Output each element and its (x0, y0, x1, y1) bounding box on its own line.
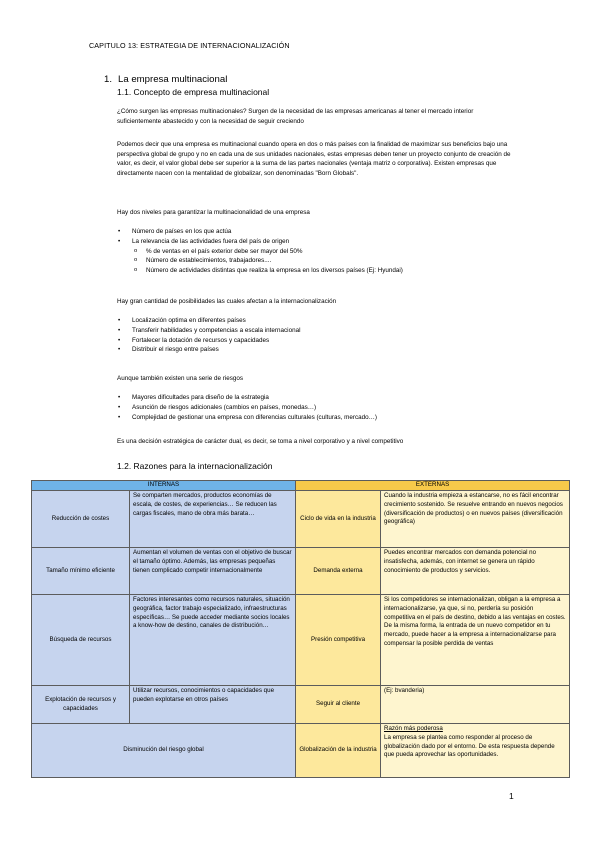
paragraph-4: Hay gran cantidad de posibilidades las cuales afectan a la internacionalización (117, 298, 337, 305)
list-item: • Distribuir el riesgo entre países (117, 345, 527, 355)
external-reason: Globalización de la industria (296, 724, 381, 778)
external-description: Puedes encontrar mercados con demanda potencial no insatisfecha, además, con internet se genera un rápido conocimiento de productos y servicios. (381, 548, 570, 595)
subsection-heading-1-1: 1.1. Concepto de empresa multinacional (117, 87, 270, 97)
list-item: • Asunción de riesgos adicionales (cambios en países, monedas…) (117, 403, 527, 413)
paragraph-3: Hay dos niveles para garantizar la multinacionalidad de una empresa (117, 209, 310, 216)
header-externas: EXTERNAS (296, 481, 570, 491)
subsection-heading-1-2: 1.2. Razones para la internacionalización (117, 461, 273, 471)
paragraph-1: ¿Cómo surgen las empresas multinacionales? Surgen de la necesidad de las empresas americanas al tener el mercado interior suficientemente abastecido y con la necesidad de seguir creciendo (117, 108, 474, 125)
list-item: • Localización optima en diferentes países (117, 316, 527, 326)
internal-reason: Reducción de costes (32, 491, 130, 548)
paragraph-5: Aunque también existen una serie de riesgos (117, 375, 244, 382)
external-reason: Seguir al cliente (296, 686, 381, 724)
section-heading (104, 74, 227, 85)
external-description: Si los competidores se internacionalizan, obligan a la empresa a internacionalizarse, ya que, si no, perdería su posición competitiva en el país de destino, debido a las ventajas en costes. De la misma forma, la entrada de un nuevo competidor en tu mercado, puede hacer a la empresa a internacionalizarse para compensar la posible perdida de ventas (381, 595, 570, 686)
internal-reason: Explotación de recursos y capacidades (32, 686, 130, 724)
list-item: • Número de países en los que actúa (117, 227, 527, 237)
internal-description: Se comparten mercados, productos economías de escala, de costes, de experiencias… Se reducen las cargas fiscales, mano de obra más barata… (130, 491, 296, 548)
list-item: o Número de establecimientos, trabajadores.... (117, 256, 527, 266)
internal-description: Utilizar recursos, conocimientos o capacidades que pueden explotarse en otros países (130, 686, 296, 724)
table-row (32, 491, 570, 548)
paragraph-6: Es una decisión estratégica de carácter dual, es decir, se toma a nivel corporativo y a nivel competitivo (117, 438, 404, 445)
external-reason: Ciclo de vida en la industria (296, 491, 381, 548)
table-row (32, 724, 570, 778)
table-row (32, 548, 570, 595)
list-item: • Complejidad de gestionar una empresa con diferencias culturales (culturas, mercado…) (117, 413, 527, 423)
list-item: • Mayores dificultades para diseño de la estrategia (117, 393, 527, 403)
external-description (381, 724, 570, 778)
reasons-table (31, 480, 570, 778)
list-item: o % de ventas en el país exterior debe ser mayor del 50% (117, 247, 527, 257)
internal-reason: Tamaño mínimo eficiente (32, 548, 130, 595)
list-item: o Número de actividades distintas que realiza la empresa en los diversos países (Ej: Hyundai) (117, 266, 527, 276)
section-title: La empresa multinacional (118, 74, 228, 85)
external-description: Cuando la industria empieza a estancarse, no es fácil encontrar crecimiento sostenido. Se resuelve entrando en nuevos negocios (diversificación de productos) o en nuevos países (diversificación geográfica) (381, 491, 570, 548)
internal-reason: Búsqueda de recursos (32, 595, 130, 686)
external-reason: Demanda externa (296, 548, 381, 595)
internal-description: Aumentan el volumen de ventas con el objetivo de buscar el tamaño óptimo. Además, las empresas pequeñas tienen complicado competir internacionalmente (130, 548, 296, 595)
table-row (32, 686, 570, 724)
paragraph-2: Podemos decir que una empresa es multinacional cuando opera en dos o más países con la finalidad de maximizar sus beneficios bajo una perspectiva global de grupo y no en cada una de sus unidades nacionales, estas empresas deben tener un proyecto conjunto de creación de valor, es decir, el valor global debe ser superior a la suma de las partes nacionales (ventaja matriz o corporativa). Existen empresas que directamente nacen con la mentalidad de globalizar, son denominadas "Born Globals". (117, 141, 511, 177)
table-row (32, 595, 570, 686)
levels-list (117, 227, 527, 276)
external-description-text: La empresa se plantea como responder al proceso de globalización dado por el entorno. De esta respuesta depende que pueda aprovechar las oportunidades. (384, 733, 555, 759)
chapter-header: CAPITULO 13: ESTRATEGIA DE INTERNACIONALIZACIÓN (89, 41, 290, 50)
header-internas: INTERNAS (32, 481, 296, 491)
internal-reason-wide: Disminución del riesgo global (32, 724, 296, 778)
external-description-title: Razón más poderosa (384, 725, 443, 732)
possibilities-list (117, 316, 527, 355)
external-reason: Presión competitiva (296, 595, 381, 686)
page-number: 1 (509, 791, 514, 801)
list-item: • La relevancia de las actividades fuera del país de origen (117, 237, 527, 247)
list-item: • Fortalecer la dotación de recursos y capacidades (117, 336, 527, 346)
external-description: (Ej: bvanderia) (381, 686, 570, 724)
section-number: 1. (104, 74, 113, 85)
risks-list (117, 393, 527, 422)
list-item: • Transferir habilidades y competencias a escala internacional (117, 326, 527, 336)
internal-description: Factores interesantes como recursos naturales, situación geográfica, factor trabajo especializado, infraestructuras específicas… Se puede acceder mediante socios locales a know-how de destino, canales de distribución… (130, 595, 296, 686)
table-header-row (32, 481, 570, 491)
